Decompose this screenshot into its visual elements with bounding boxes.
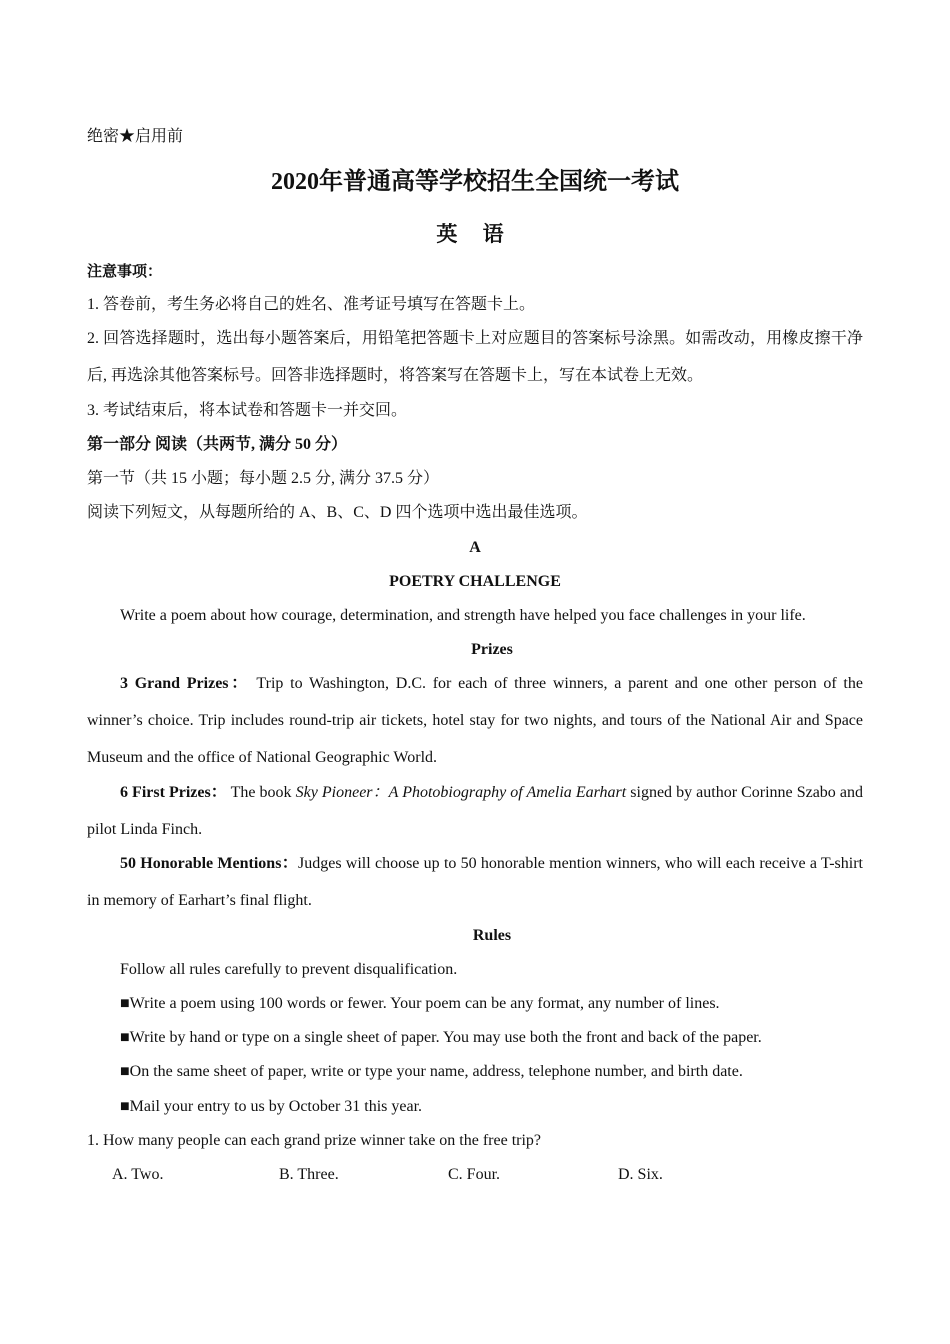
- grand-prizes-label: 3 Grand Prizes：: [120, 675, 250, 692]
- notice-item-3: 3. 考试结束后，将本试卷和答题卡一并交回。: [87, 402, 408, 419]
- rule-item: ■Write a poem using 100 words or fewer. Your poem can be any format, any number of lines.: [120, 995, 720, 1012]
- grand-prizes-text: Trip to Washington, D.C. for each of three winners, a parent and one other person of the winner’s choice. Trip includes round-trip air tickets, hotel stay for two nights, and tours of the National Air and Space Museum and the office of National Geographic World.: [87, 675, 863, 766]
- first-prizes-text-pre: The book: [226, 784, 296, 801]
- first-prizes-text-post: signed by author Corinne Szabo and pilot Linda Finch.: [87, 784, 863, 838]
- passage-intro: Write a poem about how courage, determination, and strength have helped you face challenges in your life.: [120, 607, 806, 624]
- question-1-stem: 1. How many people can each grand prize winner take on the free trip?: [87, 1132, 542, 1149]
- question-1-option-c: C. Four.: [448, 1166, 501, 1183]
- passage-title: POETRY CHALLENGE: [389, 573, 561, 590]
- rules-heading: Rules: [472, 927, 512, 944]
- question-1-option-d: D. Six.: [618, 1166, 663, 1183]
- secret-label: 绝密★启用前: [87, 128, 184, 145]
- notice-item-1: 1. 答卷前，考生务必将自己的姓名、准考证号填写在答题卡上。: [87, 296, 536, 313]
- passage-letter: A: [469, 539, 481, 556]
- reading-instruction: 阅读下列短文，从每题所给的 A、B、C、D 四个选项中选出最佳选项。: [87, 504, 588, 521]
- subject-title: 英 语: [436, 222, 514, 246]
- rules-intro: Follow all rules carefully to prevent disqualification.: [120, 961, 458, 978]
- grand-prizes-paragraph: [87, 665, 863, 776]
- rule-item: ■Write by hand or type on a single sheet of paper. You may use both the front and back of the paper.: [120, 1029, 762, 1046]
- first-prizes-paragraph: [87, 774, 863, 848]
- honorable-mentions-text: Judges will choose up to 50 honorable mention winners, who will each receive a T-shirt in memory of Earhart’s final flight.: [87, 855, 863, 909]
- part1-heading: 第一部分 阅读（共两节, 满分 50 分）: [87, 436, 348, 453]
- prizes-heading: Prizes: [471, 641, 513, 658]
- rule-item: ■On the same sheet of paper, write or type your name, address, telephone number, and birth date.: [120, 1063, 743, 1080]
- question-1-option-b: B. Three.: [279, 1166, 339, 1183]
- notice-heading: 注意事项：: [87, 264, 163, 280]
- exam-title: 2020年普通高等学校招生全国统一考试: [271, 169, 679, 195]
- honorable-mentions-label: 50 Honorable Mentions：: [120, 855, 298, 872]
- rule-item: ■Mail your entry to us by October 31 this year.: [120, 1098, 423, 1115]
- notice-item-2: 2. 回答选择题时，选出每小题答案后，用铅笔把答题卡上对应题目的答案标号涂黑。如需改动，用橡皮擦干净后, 再选涂其他答案标号。回答非选择题时，将答案写在答题卡上，写在本试卷上无效。: [87, 330, 863, 384]
- section1-heading: 第一节（共 15 小题；每小题 2.5 分, 满分 37.5 分）: [87, 470, 440, 487]
- question-1-option-a: A. Two.: [112, 1166, 164, 1183]
- honorable-mentions-paragraph: [87, 845, 863, 919]
- first-prizes-label: 6 First Prizes：: [120, 784, 227, 801]
- book-title: Sky Pioneer：A Photobiography of Amelia Earhart: [295, 784, 627, 801]
